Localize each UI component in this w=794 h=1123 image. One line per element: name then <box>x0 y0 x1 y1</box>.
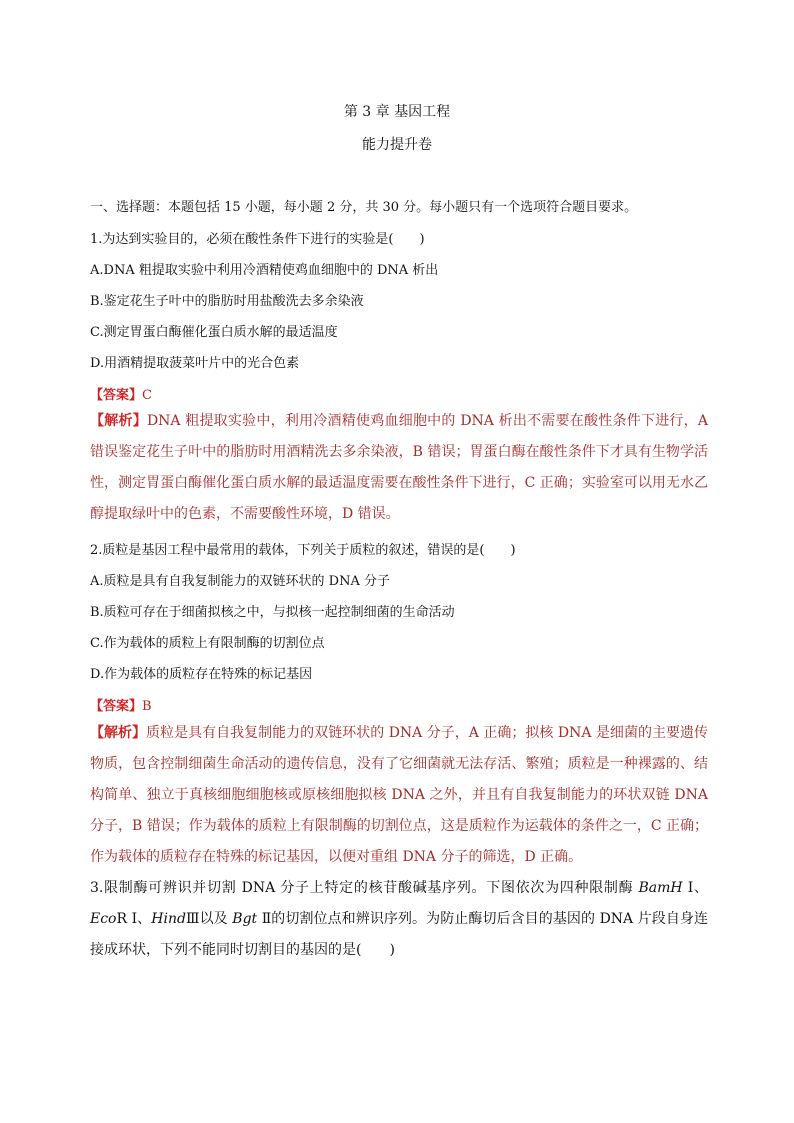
analysis-tag: 【解析】 <box>90 725 147 741</box>
analysis-tag: 【解析】 <box>90 413 147 429</box>
enzyme-bamh: BamH <box>638 880 683 896</box>
question-1-stem: 1.为达到实验目的，必须在酸性条件下进行的实验是( ) <box>90 232 425 247</box>
question-1-option-c: C.测定胃蛋白酶催化蛋白质水解的最适温度 <box>90 325 338 340</box>
question-1-option-a: A.DNA 粗提取实验中利用冷酒精使鸡血细胞中的 DNA 析出 <box>90 263 439 278</box>
question-3-text-1: 3.限制酶可辨识并切割 DNA 分子上特定的核苷酸碱基序列。下图依次为四种限制酶 <box>90 880 639 896</box>
section-heading: 一、选择题：本题包括 15 小题，每小题 2 分，共 30 分。每小题只有一个选项符合题目要求。 <box>90 200 638 215</box>
enzyme-bgt: Bgt <box>232 911 258 927</box>
question-1-option-d: D.用酒精提取菠菜叶片中的光合色素 <box>90 356 300 371</box>
question-2-stem: 2.质粒是基因工程中最常用的载体，下列关于质粒的叙述，错误的是( ) <box>90 543 516 558</box>
question-3-text-2: Ⅰ、 <box>682 880 709 896</box>
question-2-option-b: B.质粒可存在于细菌拟核之中，与拟核一起控制细菌的生命活动 <box>90 605 455 620</box>
question-2-option-d: D.作为载体的质粒存在特殊的标记基因 <box>90 667 313 682</box>
answer-tag: 【答案】 <box>90 699 143 714</box>
enzyme-hind: Hind <box>151 911 186 927</box>
question-2-option-c: C.作为载体的质粒上有限制酶的切割位点 <box>90 636 325 651</box>
enzyme-eco: Eco <box>90 911 117 927</box>
question-2-answer <box>90 695 152 714</box>
question-1-analysis <box>90 406 708 530</box>
question-3-text-4: Ⅲ以及 <box>185 911 233 927</box>
question-3-text-3: R Ⅰ、 <box>116 911 152 927</box>
question-3-stem <box>90 873 708 966</box>
question-2-option-a: A.质粒是具有自我复制能力的双链环状的 DNA 分子 <box>90 574 390 589</box>
analysis-text: 质粒是具有自我复制能力的双链环状的 DNA 分子，A 正确；拟核 DNA 是细菌的主要遗传物质，包含控制细菌生命活动的遗传信息，没有了它细菌就无法存活、繁殖；质粒是一种裸露的、结构简单、独立于真核细胞细胞核或原核细胞拟核 DNA 之外，并且有自我复制能力的环状双链 DNA 分子，B 错误；作为载体的质粒上有限制酶的切割位点，这是质粒作为运载体的条件之一，C 正确；作为载体的质粒存在特殊的标记基因，以便对重组 DNA 分子的筛选，D 正确。 <box>90 725 708 865</box>
question-1-option-b: B.鉴定花生子叶中的脂肪时用盐酸洗去多余染液 <box>90 294 364 309</box>
question-3-text-5: Ⅱ的切割位点和辨识序列。为防止酶切后含目的基因的 DNA 片段自身连接成环状，下列不能同时切割目的基因的是( ) <box>90 911 709 958</box>
answer-value: C <box>142 388 152 403</box>
answer-value: B <box>142 699 152 714</box>
chapter-title: 第 3 章 基因工程 <box>343 104 451 120</box>
analysis-text: DNA 粗提取实验中，利用冷酒精使鸡血细胞中的 DNA 析出不需要在酸性条件下进行，A 错误鉴定花生子叶中的脂肪时用酒精洗去多余染液，B 错误；胃蛋白酶在酸性条件下才具有生物学活性，测定胃蛋白酶催化蛋白质水解的最适温度需要在酸性条件下进行，C 正确；实验室可以用无水乙醇提取绿叶中的色素，不需要酸性环境，D 错误。 <box>90 413 708 522</box>
question-2-analysis <box>90 718 708 873</box>
paper-subtitle: 能力提升卷 <box>362 137 432 153</box>
question-1-answer <box>90 384 152 403</box>
answer-tag: 【答案】 <box>90 388 143 403</box>
